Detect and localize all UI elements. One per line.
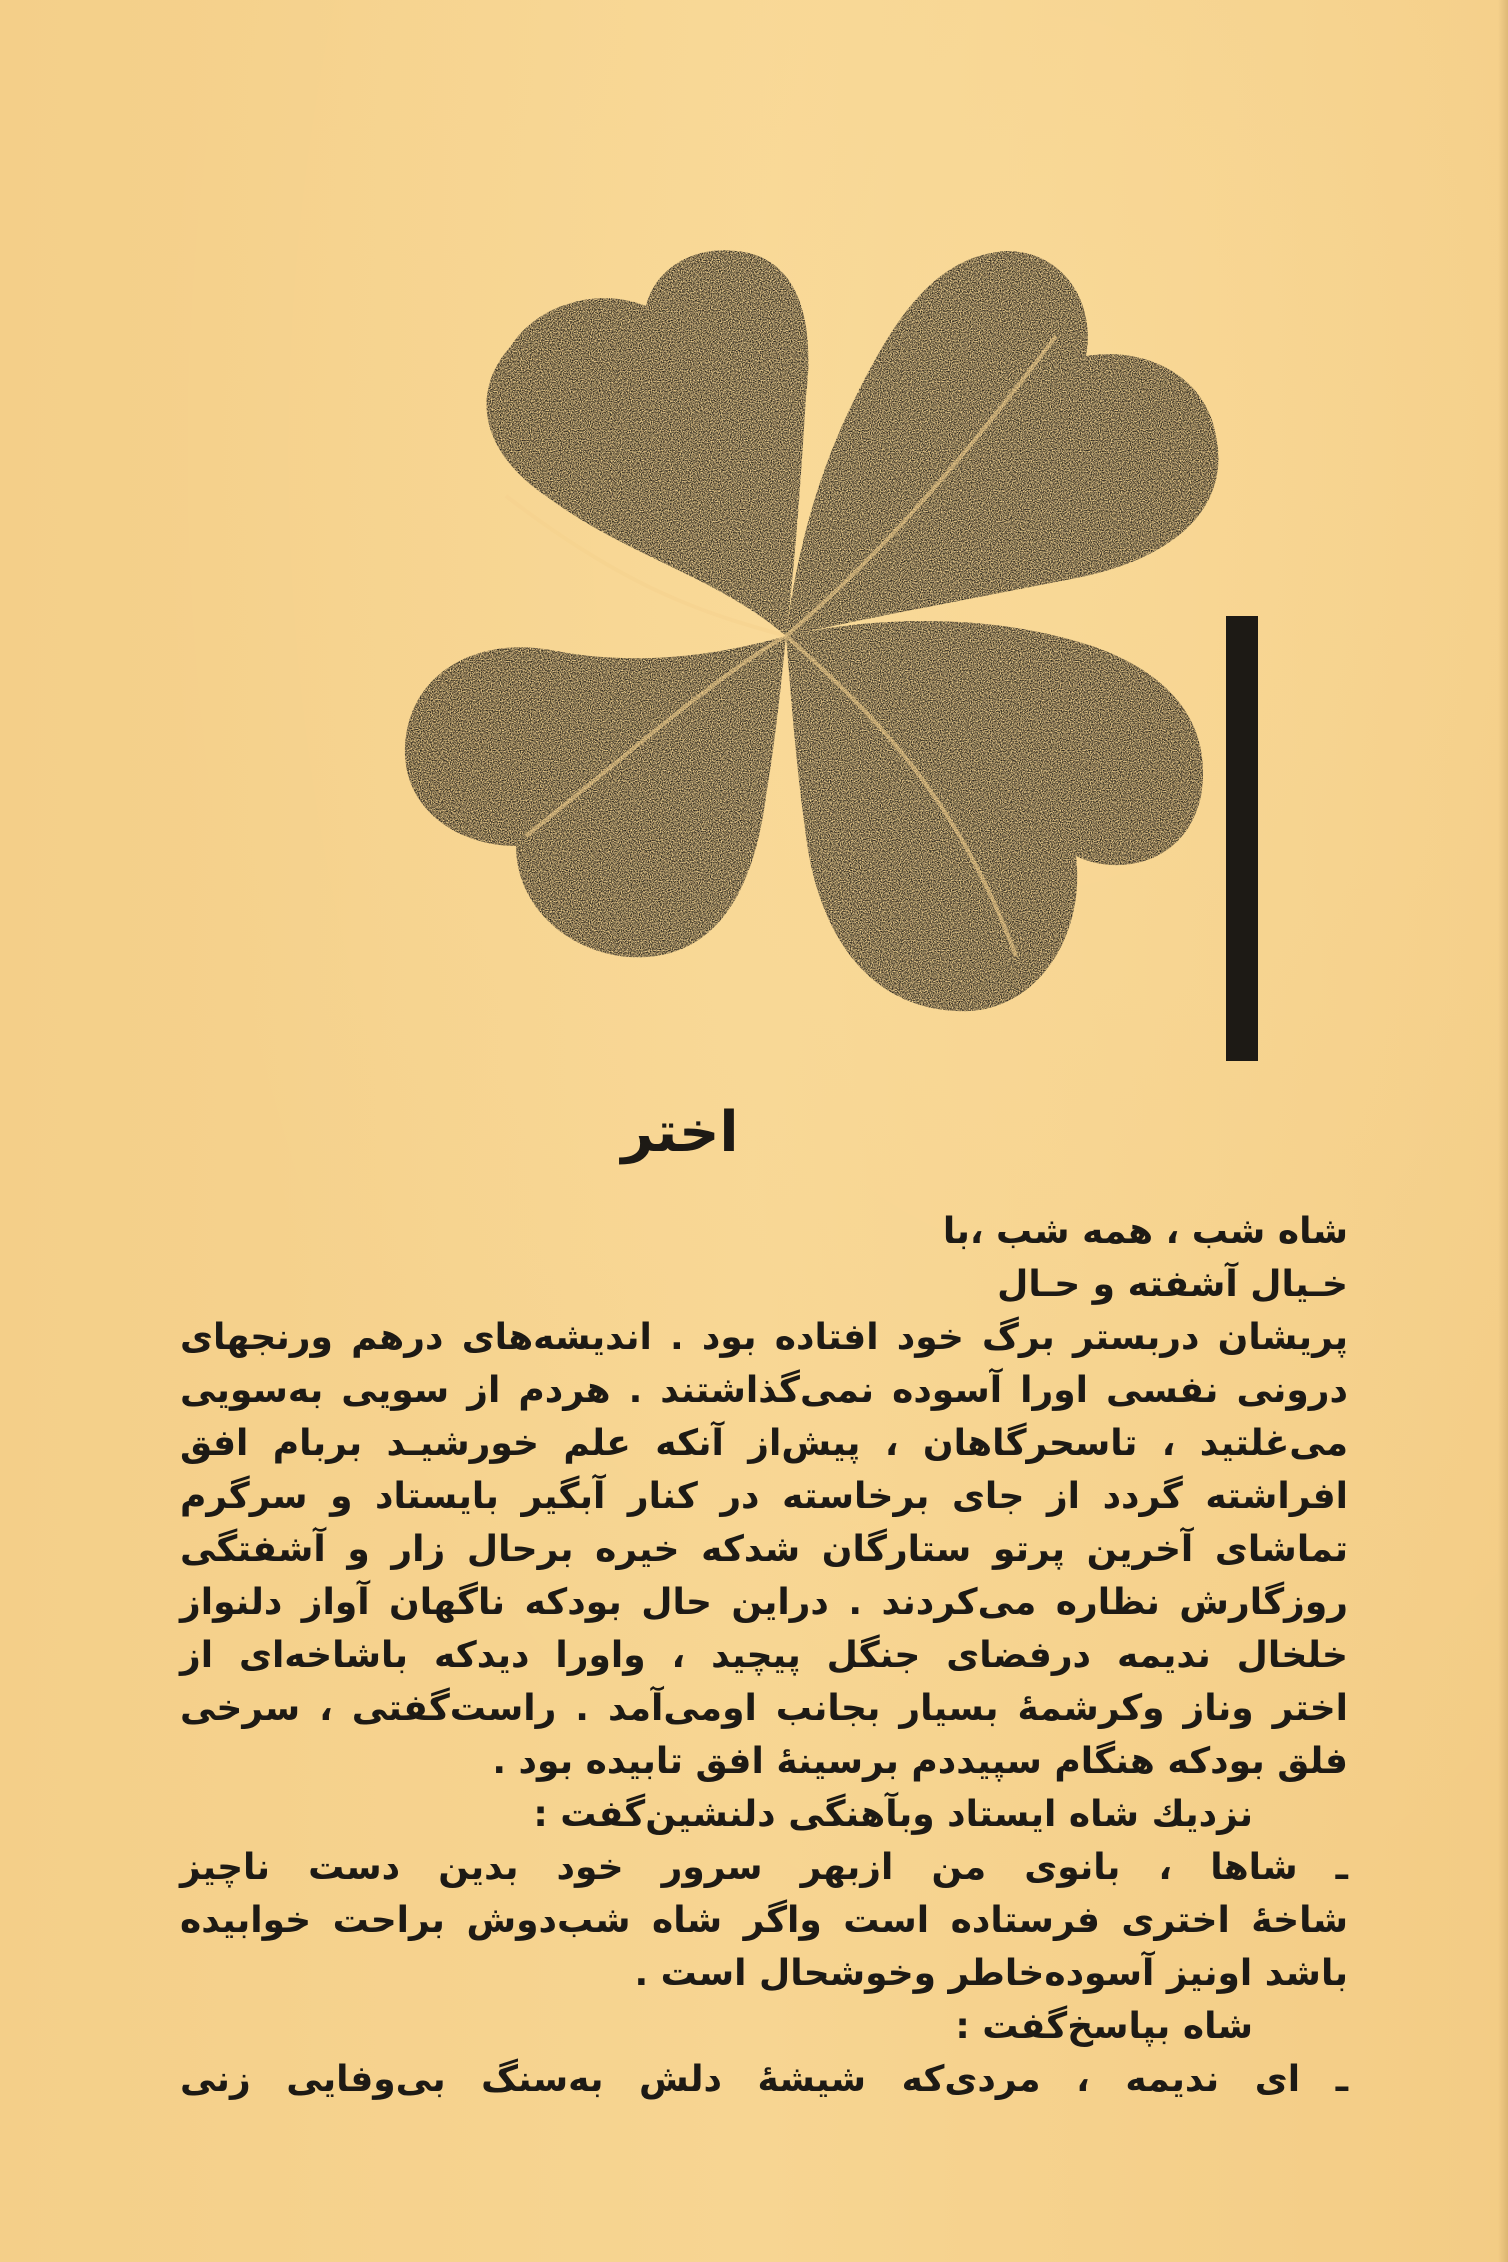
- text-line: باشد اونیز آسوده‌خاطر وخوشحال است .: [634, 1953, 1348, 1994]
- vertical-decorative-bar: [1226, 616, 1258, 1061]
- text-line: شاه بپاسخ‌گفت :: [955, 2006, 1253, 2047]
- text-line: شاخهٔ اختری فرستاده است واگر شاه شب‌دوش براحت خوابیده: [180, 1900, 1348, 1941]
- text-line: روزگارش نظاره می‌کردند . دراین حال بودکه ناگهان آواز دلنواز: [180, 1582, 1348, 1623]
- text-line: خلخال ندیمه درفضای جنگل پیچید ، واورا دیدکه باشاخه‌ای از: [180, 1635, 1348, 1676]
- text-line: افراشته گردد از جای برخاسته در کنار آبگیر بایستاد و سرگرم: [180, 1476, 1348, 1517]
- clover-leaf-lower-left: [405, 636, 786, 957]
- text-line: ـ ای ندیمه ، مردی‌که شیشهٔ دلش به‌سنگ بی‌وفایی زنی: [180, 2059, 1348, 2100]
- page-edge-shadow: [1498, 0, 1508, 2262]
- text-line: خـیال آشفته و حـال: [997, 1264, 1348, 1305]
- text-line: می‌غلتید ، تاسحرگاهان ، پیش‌از آنکه علم خورشیـد بربام افق: [180, 1423, 1348, 1464]
- clover-leaf-lower-right: [786, 621, 1203, 1011]
- text-line: پریشان دربستر برگ خود افتاده بود . اندیشه‌های درهم ورنجهای: [180, 1317, 1348, 1358]
- text-line: درونی نفسی اورا آسوده نمی‌گذاشتند . هردم از سویی به‌سویی: [180, 1370, 1348, 1411]
- story-title: اختر: [621, 1100, 739, 1165]
- text-line: اختر وناز وکرشمهٔ بسیار بجانب اومی‌آمد . راست‌گفتی ، سرخی: [180, 1688, 1348, 1729]
- text-line: شاه شب ، همه شب ،با: [942, 1211, 1348, 1252]
- clover-leaf-upper-left: [486, 250, 808, 636]
- story-body: [180, 1205, 1348, 2106]
- text-line: ـ شاها ، بانوی من ازبهر سرور خود بدین دست ناچیز: [180, 1847, 1348, 1888]
- text-line: فلق بودکه هنگام سپیددم برسینهٔ افق تابیده بود .: [492, 1741, 1348, 1782]
- text-line: نزدیك شاه ایستاد وبآهنگی دلنشین‌گفت :: [533, 1794, 1253, 1835]
- text-line: تماشای آخرین پرتو ستارگان شدکه خیره برحال زار و آشفتگی: [180, 1529, 1348, 1570]
- four-leaf-clover-illustration: [296, 196, 1276, 1076]
